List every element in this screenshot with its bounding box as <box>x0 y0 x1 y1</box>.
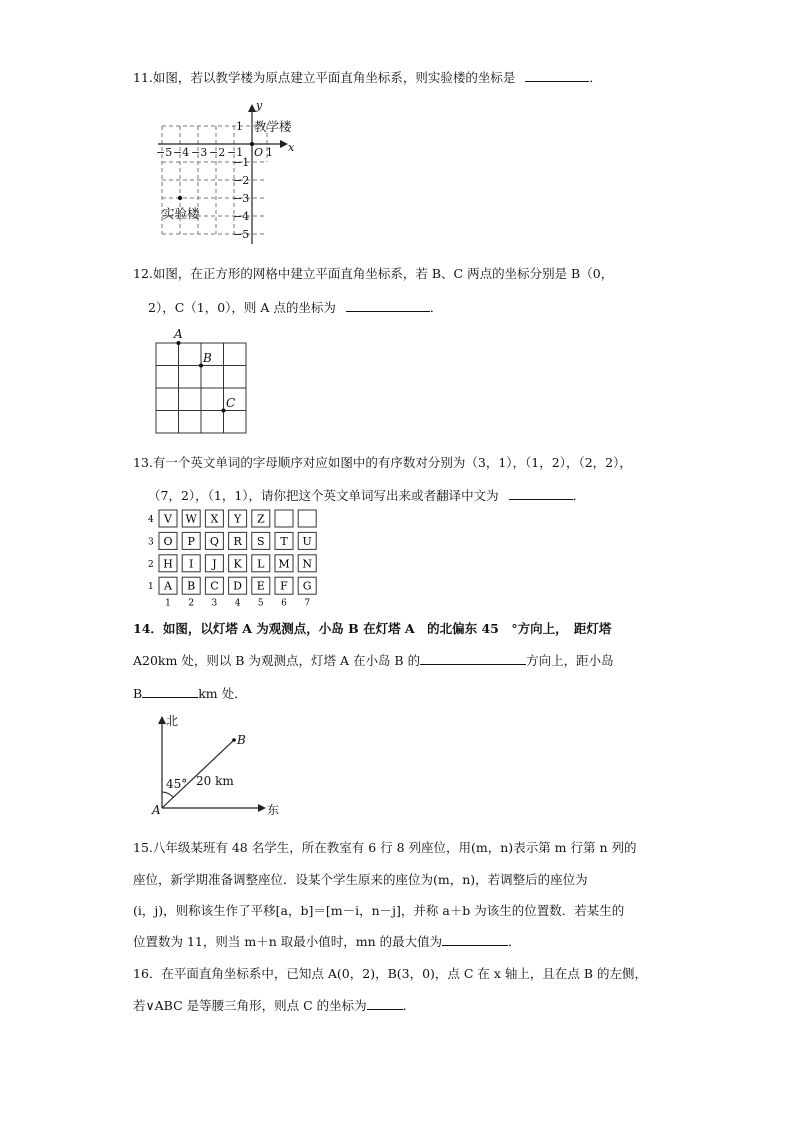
q16-answer-blank[interactable] <box>367 997 403 1010</box>
q14-stem-1: 14．如图，以灯塔 A 为观测点，小岛 B 在灯塔 A 的北偏东 45 °方向上， 距灯塔 <box>133 621 612 636</box>
q14-line1 <box>133 619 611 637</box>
q13-line2: （7，2），（1，1），请你把这个英文单词写出来或者翻译中文为 ． <box>148 488 586 503</box>
q13-letter: O <box>163 534 173 548</box>
q13-letter: D <box>233 579 243 593</box>
q13-letter: Q <box>209 534 219 548</box>
q13-col-label: 6 <box>281 598 287 609</box>
q13-letter: J <box>212 557 217 571</box>
q13-letter: H <box>163 557 173 571</box>
q13-letter: S <box>257 534 265 548</box>
q11-stem: 11.如图，若以教学楼为原点建立平面直角坐标系，则实验楼的坐标是 <box>133 70 516 85</box>
q13-letter: P <box>187 534 195 548</box>
q13-letter: M <box>278 557 290 571</box>
q13-letter: E <box>256 579 265 593</box>
q13-letter: U <box>302 534 312 548</box>
q12-line2: 2），C（1，0），则 A 点的坐标为 ． <box>148 300 443 315</box>
q11-lab-building-label: 实验楼 <box>162 206 200 221</box>
q11-ytick: 1 <box>236 120 243 133</box>
q13-letter: Y <box>233 512 242 526</box>
q14-point-a-label: A <box>152 803 161 817</box>
q13-letter: G <box>302 579 312 593</box>
q13-col-label: 5 <box>257 598 264 609</box>
q15-line3: (i，j)，则称该生作了平移[a，b]＝[m－i，n－j]，并称 a＋b 为该生的位置数．若某生的 <box>133 903 625 918</box>
q14-figure <box>146 712 286 820</box>
q13-letter: A <box>164 579 172 593</box>
q13-row-label: 3 <box>148 537 154 548</box>
q11-xtick: 1 <box>266 146 273 159</box>
q13-letter: L <box>257 557 265 571</box>
q11-ytick: −2 <box>233 174 250 187</box>
q12-answer-blank[interactable] <box>346 299 430 312</box>
q13-stem: （7，2），（1，1），请你把这个英文单词写出来或者翻译中文为 <box>148 488 499 503</box>
q13-letter: V <box>164 512 172 526</box>
q11-answer-blank[interactable] <box>525 69 589 82</box>
q14-stem-5: km 处． <box>198 686 247 701</box>
q13-row-label: 1 <box>148 582 154 593</box>
q13-letter: X <box>210 512 219 526</box>
q14-distance-label: 20 km <box>196 774 234 788</box>
q13-letter: N <box>302 557 313 571</box>
q14-east-label: 东 <box>267 803 280 817</box>
q11-ytick: −4 <box>233 210 250 223</box>
q14-distance-blank[interactable] <box>142 685 198 698</box>
q14-angle-label: 45° <box>166 777 188 791</box>
q13-letter: B <box>187 579 196 593</box>
q15-line4: 位置数为 11，则当 m＋n 取最小值时，mn 的最大值为 ． <box>133 934 521 949</box>
q13-letter-grid <box>145 506 325 610</box>
q15-line1: 15.八年级某班有 48 名学生，所在教室有 6 行 8 列座位，用(m，n)表示第 m 行第 n 列的 <box>133 840 637 855</box>
q11-ytick: −3 <box>233 192 250 205</box>
q13-letter: T <box>280 534 288 548</box>
q15-stem: 位置数为 11，则当 m＋n 取最小值时，mn 的最大值为 <box>133 934 443 949</box>
q16-stem: 若∨ABC 是等腰三角形，则点 C 的坐标为 <box>133 998 367 1013</box>
q12-line1: 12.如图，在正方形的网格中建立平面直角坐标系，若 B、C 两点的坐标分别是 B（0， <box>133 266 614 281</box>
q13-letter: I <box>189 557 194 571</box>
q11-teaching-building-label: 教学楼 <box>254 119 292 134</box>
q12-point-a-label: A <box>174 327 183 341</box>
q11-xtick: −5 <box>156 146 173 159</box>
q11-text: 11.如图，若以教学楼为原点建立平面直角坐标系，则实验楼的坐标是 ． <box>133 70 602 85</box>
q15-answer-blank[interactable] <box>442 933 508 946</box>
q11-y-label: y <box>256 99 263 112</box>
q12-point-c-label: C <box>226 396 236 410</box>
q11-origin-label: O <box>254 146 264 159</box>
q14-point-b-label: B <box>237 733 246 747</box>
q11-x-label: x <box>288 141 295 154</box>
q14-north-label: 北 <box>166 714 179 728</box>
q15-line2: 座位，新学期准备调整座位．设某个学生原来的座位为(m，n)，若调整后的座位为 <box>133 872 588 887</box>
q13-answer-blank[interactable] <box>509 487 573 500</box>
q13-letter-box <box>298 510 316 527</box>
q16-line1: 16．在平面直角坐标系中，已知点 A(0，2)，B(3，0)，点 C 在 x 轴上，且在点 B 的左侧， <box>133 966 648 981</box>
q12-figure <box>150 325 250 437</box>
q11-ytick: −5 <box>233 228 250 241</box>
q11-xtick: −2 <box>209 146 226 159</box>
q13-letter: C <box>210 579 219 593</box>
q14-stem-2: A20km 处，则以 B 为观测点，灯塔 A 在小岛 B 的 <box>133 653 421 668</box>
q16-line2: 若∨ABC 是等腰三角形，则点 C 的坐标为 ． <box>133 998 416 1013</box>
q14-stem-3: 方向上，距小岛 <box>526 653 614 668</box>
q14-line2 <box>133 651 614 669</box>
q14-line3 <box>133 684 247 702</box>
q11-ytick: −1 <box>233 156 250 169</box>
q13-col-label: 4 <box>234 598 241 609</box>
q13-letter: R <box>233 534 242 548</box>
q13-letter-box <box>275 510 293 527</box>
q13-col-label: 7 <box>304 598 311 609</box>
q14-stem-4: B <box>133 686 143 701</box>
q13-letter: F <box>280 579 288 593</box>
q12-stem: 2），C（1，0），则 A 点的坐标为 <box>148 300 336 315</box>
q11-xtick: −3 <box>191 146 208 159</box>
q13-col-label: 2 <box>188 598 195 609</box>
q13-letter: K <box>233 557 242 571</box>
q13-col-label: 3 <box>211 598 218 609</box>
q11-figure <box>150 96 310 248</box>
q13-line1: 13.有一个英文单词的字母顺序对应如图中的有序数对分别为（3，1），（1，2），（2，2）， <box>133 455 632 470</box>
q13-row-label: 4 <box>148 515 154 525</box>
q14-direction-blank[interactable] <box>420 652 526 665</box>
q13-row-label: 2 <box>148 559 154 570</box>
q12-point-b-label: B <box>203 351 212 365</box>
q13-letter: W <box>185 512 197 526</box>
q13-letter: Z <box>256 512 265 526</box>
q11-xtick: −4 <box>173 146 190 159</box>
q13-col-label: 1 <box>165 598 171 609</box>
q11-xtick: −1 <box>227 146 244 159</box>
